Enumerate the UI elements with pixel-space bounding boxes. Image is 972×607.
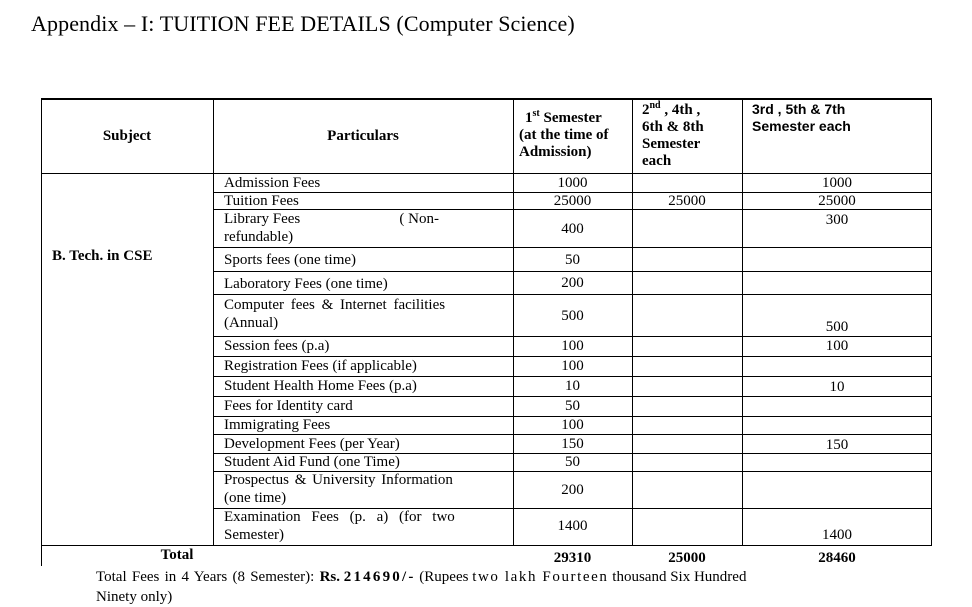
odd-sem-value: 300 [825, 212, 849, 228]
first-sem-value: 100 [561, 338, 584, 354]
odd-sem-value: 100 [825, 338, 849, 354]
computer-text-a: Computer fees & Internet facilities [224, 297, 446, 313]
library-text-c: refundable) [224, 229, 294, 245]
sem2-line3: Semester [642, 136, 701, 152]
first-sem-value: 50 [565, 252, 580, 268]
header-first-semester [519, 110, 631, 161]
particular-identity: Fees for Identity card [224, 398, 353, 414]
footer-words-a: (Rupees [415, 569, 473, 585]
first-sem-value: 400 [561, 221, 584, 237]
library-text-a: Library Fees [224, 211, 301, 227]
computer-text-c: (Annual) [224, 315, 279, 331]
particular-admission: Admission Fees [224, 175, 321, 191]
sem3-line1: 3rd , 5th & 7th [752, 101, 846, 117]
odd-sem-value: 10 [829, 379, 845, 395]
sem2-line4: each [642, 153, 672, 169]
particular-immigrating: Immigrating Fees [224, 417, 331, 433]
first-sem-value: 100 [561, 417, 584, 433]
footer-line2: Ninety only) [96, 589, 173, 605]
header-subject: Subject [102, 128, 152, 144]
odd-sem-value: 25000 [818, 193, 856, 209]
header-divider [41, 173, 932, 174]
odd-sem-value: 1000 [822, 175, 852, 191]
first-sem-value: 100 [561, 358, 584, 374]
total-fees-note [96, 567, 896, 607]
header-odd-semesters [752, 101, 932, 135]
sem1-line3: Admission) [519, 144, 592, 160]
particular-laboratory: Laboratory Fees (one time) [224, 276, 388, 292]
total-first-sem: 29310 [553, 550, 592, 566]
row-line [213, 247, 932, 248]
even-sem-value: 25000 [668, 193, 706, 209]
particular-development: Development Fees (per Year) [224, 436, 400, 452]
total-label: Total [160, 547, 194, 563]
particular-session: Session fees (p.a) [224, 338, 330, 354]
sem2-rest: , 4th , [660, 102, 701, 118]
col-divider-1 [213, 98, 214, 546]
table-border-left [41, 98, 42, 566]
sem2-sup: nd [649, 100, 661, 111]
particular-health: Student Health Home Fees (p.a) [224, 378, 417, 394]
particular-prospectus [224, 472, 509, 506]
first-sem-value: 200 [561, 482, 584, 498]
sem2-line2: 6th & 8th [642, 119, 704, 135]
first-sem-value: 1000 [557, 175, 588, 191]
row-line [213, 336, 932, 337]
particular-examination [224, 509, 509, 543]
header-particulars: Particulars [327, 128, 399, 144]
library-text-b: ( Non- [399, 211, 439, 227]
first-sem-value: 500 [561, 308, 584, 324]
row-line [213, 434, 932, 435]
odd-sem-value: 500 [825, 319, 849, 335]
sem1-line2: (at the time of [519, 127, 609, 143]
fee-table [41, 98, 932, 566]
odd-sem-value: 150 [825, 437, 849, 453]
particular-registration: Registration Fees (if applicable) [224, 358, 417, 374]
prospectus-text-c: (one time) [224, 490, 287, 506]
row-line [213, 294, 932, 295]
total-row-line [41, 545, 932, 546]
examination-text-c: Semester) [224, 527, 284, 543]
footer-words-b: two lakh Fourteen [472, 569, 609, 585]
first-sem-value: 10 [565, 378, 580, 394]
particular-sports: Sports fees (one time) [224, 252, 357, 268]
footer-words-c: thousand Six Hundred [608, 569, 747, 585]
first-sem-value: 25000 [553, 193, 592, 209]
footer-prefix: Total Fees in 4 Years (8 Semester): [96, 569, 320, 585]
row-line [213, 356, 932, 357]
sem1-num: 1 [525, 110, 533, 126]
row-line [213, 271, 932, 272]
footer-amount-label: Rs. [319, 569, 344, 585]
sem3-line2: Semester each [752, 118, 851, 134]
first-sem-value: 150 [561, 436, 584, 452]
row-line [213, 209, 932, 210]
odd-sem-value: 1400 [822, 527, 852, 543]
particular-library [224, 211, 509, 245]
total-even-sem: 25000 [668, 550, 706, 566]
page-title: Appendix – I: TUITION FEE DETAILS (Computer Science) [31, 11, 575, 36]
examination-text-a: Examination Fees (p. a) (for two [224, 509, 455, 525]
subject-cell: B. Tech. in CSE [52, 248, 153, 264]
table-border-top [41, 98, 932, 100]
row-line [213, 396, 932, 397]
row-line [213, 376, 932, 377]
header-even-semesters [642, 102, 742, 170]
total-odd-sem: 28460 [818, 550, 856, 566]
particular-computer [224, 297, 509, 331]
first-sem-value: 50 [565, 454, 580, 470]
prospectus-text-a: Prospectus & University Information [224, 472, 453, 488]
sem2-num: 2 [642, 102, 650, 118]
particular-tuition: Tuition Fees [224, 193, 299, 209]
particular-student-aid: Student Aid Fund (one Time) [224, 454, 400, 470]
sem1-sup: st [532, 108, 540, 119]
footer-amount: 214690/- [343, 569, 416, 585]
first-sem-value: 1400 [557, 518, 588, 534]
sem1-word: Semester [539, 110, 602, 126]
first-sem-value: 50 [565, 398, 580, 414]
col-divider-3 [632, 98, 633, 546]
first-sem-value: 200 [561, 275, 584, 291]
